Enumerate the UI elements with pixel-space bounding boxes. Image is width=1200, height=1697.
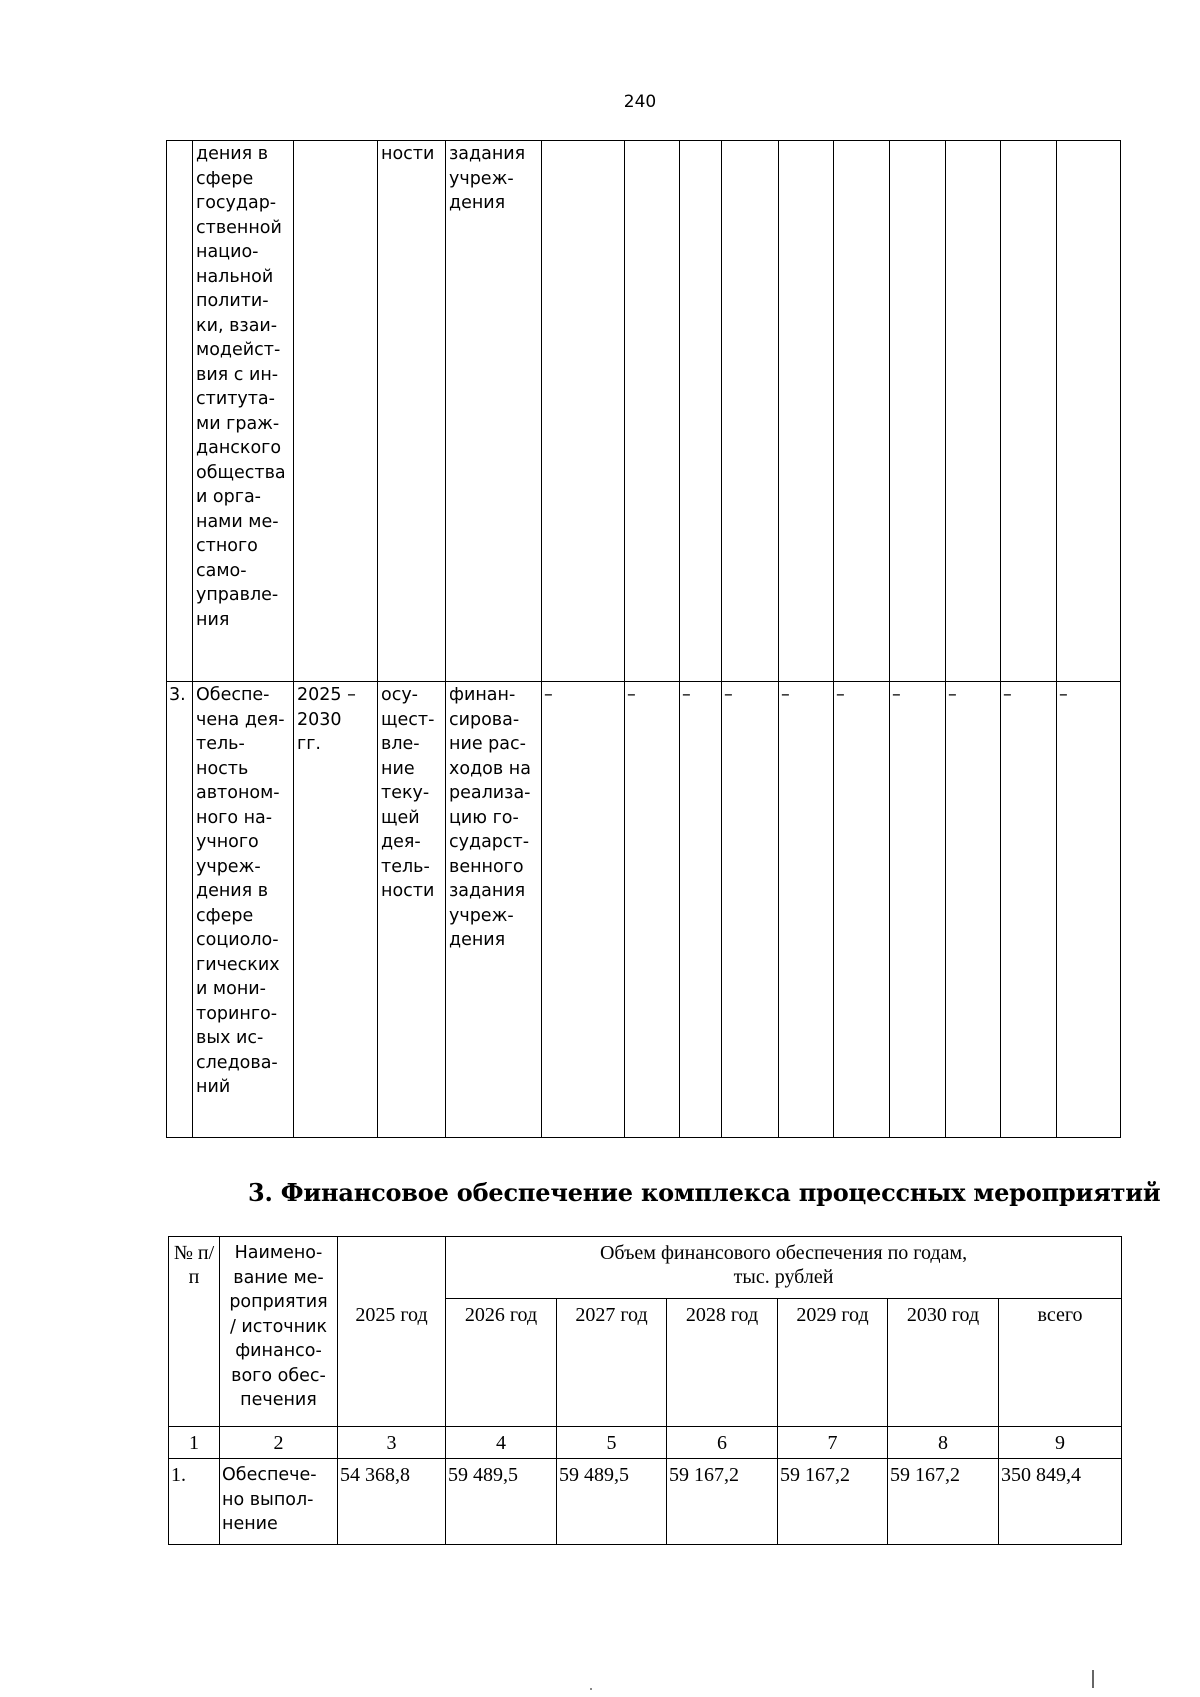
num-column-header: № п/п	[169, 1237, 220, 1427]
header-row	[169, 1237, 1122, 1299]
column-number: 3	[338, 1427, 446, 1459]
column-number: 2	[220, 1427, 338, 1459]
year-header: 2028 год	[667, 1299, 778, 1427]
finance-table	[168, 1236, 1122, 1545]
type-cell: осу- щест- вле- ние теку- щей дея- тель- ности	[378, 682, 446, 1138]
blank-header-cell	[338, 1237, 446, 1299]
type-cell: ности	[378, 141, 446, 682]
name-cell: дения в сфере государ- ственной нацио- нальной полити- ки, взаи- модейст- вия с ин- ститута- ми граж- данского общества и орга- нами ме- стного само- управле- ния	[193, 141, 294, 682]
name-cell: Обеспе- чена дея- тель- ность автоном- ного на- учного учреж- дения в сфере социоло- гических и мони- торинго- вых ис- следова- ний	[193, 682, 294, 1138]
row-number: 1.	[169, 1459, 220, 1545]
feature-cell: задания учреж- дения	[446, 141, 542, 682]
column-number: 1	[169, 1427, 220, 1459]
period-cell: 2025 – 2030 гг.	[294, 682, 378, 1138]
value-2025: 54 368,8	[338, 1459, 446, 1545]
scan-mark	[1092, 1670, 1094, 1688]
total-header: всего	[999, 1299, 1122, 1427]
continuation-table	[166, 140, 1121, 1138]
year-header: 2030 год	[888, 1299, 999, 1427]
dash-cell: –	[946, 682, 1001, 1138]
value-2027: 59 489,5	[557, 1459, 667, 1545]
num-cell	[167, 141, 193, 682]
column-number: 5	[557, 1427, 667, 1459]
column-number: 4	[446, 1427, 557, 1459]
value-2030: 59 167,2	[888, 1459, 999, 1545]
value-cell	[779, 141, 834, 682]
period-cell	[294, 141, 378, 682]
value-2029: 59 167,2	[778, 1459, 888, 1545]
dash-cell: –	[779, 682, 834, 1138]
value-cell	[890, 141, 946, 682]
dash-cell: –	[625, 682, 680, 1138]
value-cell	[1057, 141, 1121, 682]
dash-cell: –	[1001, 682, 1057, 1138]
dash-cell: –	[722, 682, 779, 1138]
value-cell	[834, 141, 890, 682]
name-column-header: Наимено- вание ме- роприятия / источник финансо- вого обес- печения	[220, 1237, 338, 1427]
dash-cell: –	[1057, 682, 1121, 1138]
value-cell	[625, 141, 680, 682]
value-cell	[722, 141, 779, 682]
page-number: 240	[623, 92, 657, 112]
group-header: Объем финансового обеспечения по годам, тыс. рублей	[446, 1237, 1122, 1299]
dash-cell: –	[834, 682, 890, 1138]
value-cell	[1001, 141, 1057, 682]
value-total: 350 849,4	[999, 1459, 1122, 1545]
value-cell	[680, 141, 722, 682]
column-number: 6	[667, 1427, 778, 1459]
year-header: 2025 год	[338, 1299, 446, 1427]
column-number-row	[169, 1427, 1122, 1459]
value-cell	[946, 141, 1001, 682]
activity-name: Обеспече- но выпол- нение	[220, 1459, 338, 1545]
value-2028: 59 167,2	[667, 1459, 778, 1545]
dash-cell: –	[542, 682, 625, 1138]
value-cell	[542, 141, 625, 682]
year-header: 2027 год	[557, 1299, 667, 1427]
column-number: 9	[999, 1427, 1122, 1459]
value-2026: 59 489,5	[446, 1459, 557, 1545]
year-header: 2029 год	[778, 1299, 888, 1427]
table-row	[167, 682, 1121, 1138]
table-row	[169, 1459, 1122, 1545]
feature-cell: финан- сирова- ние рас- ходов на реализа- цию го- сударст- венного задания учреж- дения	[446, 682, 542, 1138]
table-row	[167, 141, 1121, 682]
dash-cell: –	[680, 682, 722, 1138]
year-header: 2026 год	[446, 1299, 557, 1427]
dash-cell: –	[890, 682, 946, 1138]
column-number: 7	[778, 1427, 888, 1459]
scan-speck	[590, 1688, 592, 1690]
num-cell: 3.	[167, 682, 193, 1138]
section-heading: 3. Финансовое обеспечение комплекса процессных мероприятий	[248, 1178, 1161, 1207]
column-number: 8	[888, 1427, 999, 1459]
